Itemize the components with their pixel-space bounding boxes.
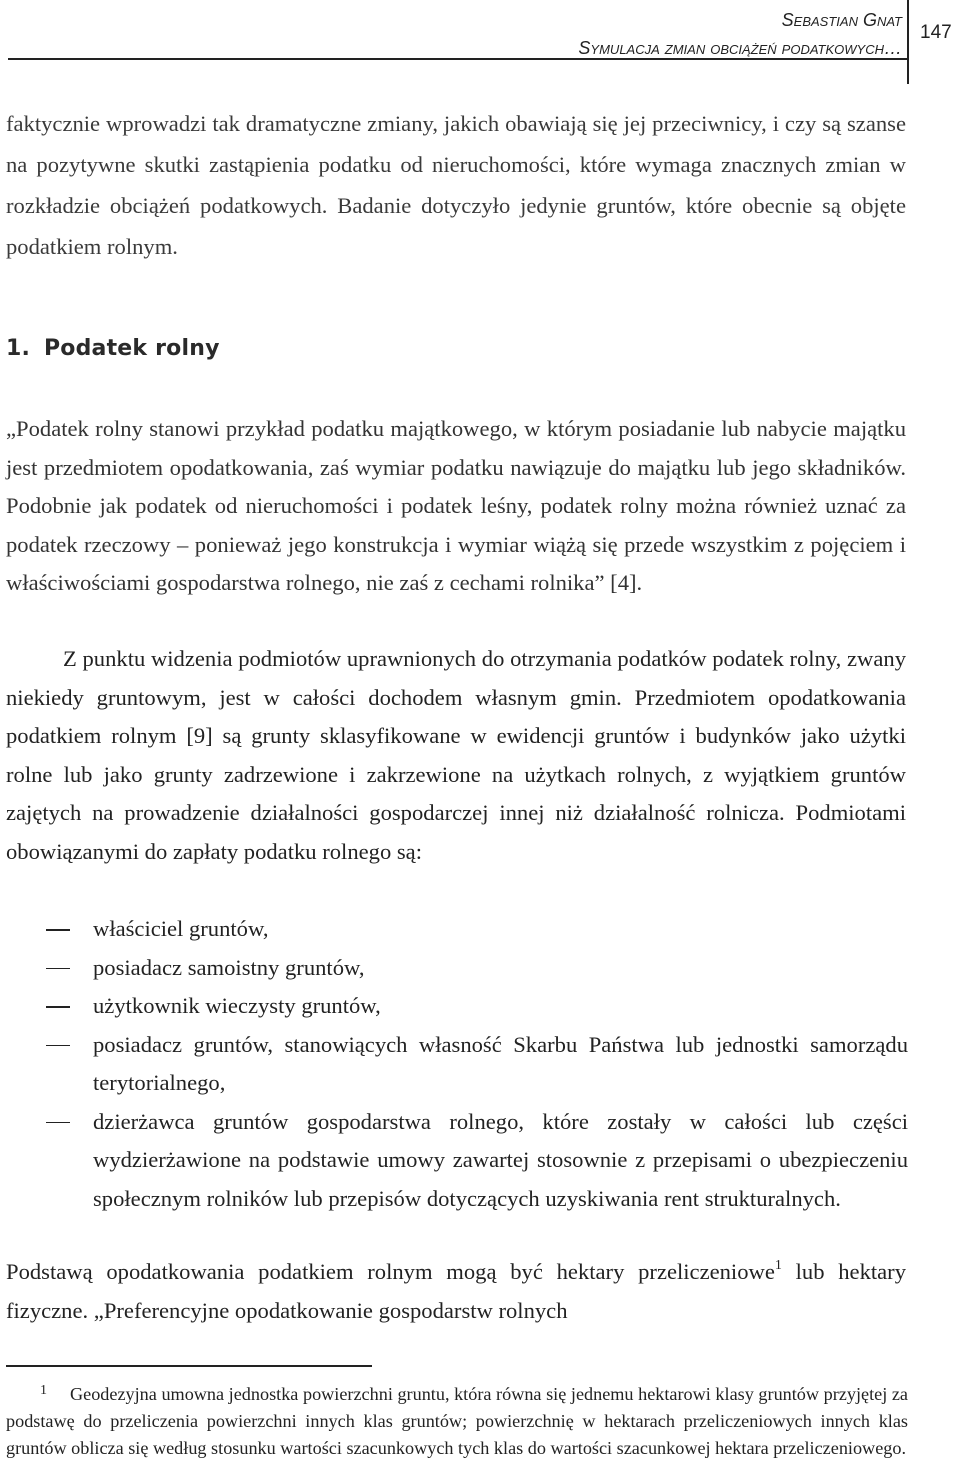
dash-bullet-icon	[46, 1122, 70, 1124]
header-vertical-rule	[907, 0, 909, 84]
list-item	[6, 949, 908, 988]
section-title: Podatek rolny	[43, 336, 220, 361]
dash-bullet-icon	[46, 929, 70, 931]
taxpayers-list	[6, 910, 908, 1218]
list-item	[6, 987, 908, 1026]
footnote	[6, 1377, 908, 1463]
list-item	[6, 910, 908, 949]
dash-bullet-icon	[46, 1006, 70, 1008]
tax-base-text-start: Podstawą opodatkowania podatkiem rolnym mogą być hektary przeliczeniowe	[6, 1259, 775, 1284]
list-item-text: dzierżawca gruntów gospodarstwa rolnego, które zostały w całości lub części wydzierżawione na podstawie umowy zawartej stosownie z przepisami o ubezpieczeniu społecznym rolników lub przepisów dotyczących uzyskiwania rent strukturalnych.	[93, 1108, 908, 1211]
list-item	[6, 1026, 908, 1103]
list-item-text: właściciel gruntów,	[93, 916, 269, 941]
page-number: 147	[920, 22, 952, 43]
footnote-separator	[6, 1365, 372, 1367]
section-number: 1.	[6, 336, 31, 361]
footnote-mark: 1	[40, 1383, 47, 1398]
body-paragraph-subjects: Z punktu widzenia podmiotów uprawnionych do otrzymania podatków podatek rolny, zwany niekiedy gruntowym, jest w całości dochodem własnym gmin. Przedmiotem opodatkowania podatkiem rolnym [9] są grunty sklasyfikowane w ewidencji gruntów i budynków jako użytki rolne lub jako grunty zadrzewione i zakrzewione na użytkach rolnych, z wyjątkiem gruntów zajętych na prowadzenie działalności gospodarczej innej niż działalność rolnicza. Podmiotami obowiązanymi do zapłaty podatku rolnego są:	[6, 646, 906, 864]
list-item-text: posiadacz gruntów, stanowiących własność Skarbu Państwa lub jednostki samorządu terytorialnego,	[93, 1031, 908, 1095]
tax-base-paragraph	[6, 1253, 906, 1330]
section-heading	[6, 336, 220, 361]
running-header	[0, 0, 960, 84]
body-paragraph-quote: „Podatek rolny stanowi przykład podatku majątkowego, w którym posiadanie lub nabycie majątku jest przedmiotem opodatkowania, zaś wymiar podatku nawiązuje do majątku lub jego składników. Podobnie jak podatek od nieruchomości i podatek leśny, podatek rolny można również uznać za podatek rzeczowy – ponieważ jego konstrukcja i wymiar wiążą się przede wszystkim z pojęciem i właściwościami gospodarstwa rolnego, nie zaś z cechami rolnika” [4].	[6, 416, 906, 595]
dash-bullet-icon	[46, 968, 70, 970]
header-horizontal-rule	[8, 58, 907, 60]
footnote-text: Geodezyjna umowna jednostka powierzchni gruntu, która równa się jednemu hektarowi klasy gruntów przyjętej za podstawę do przeliczenia powierzchni innych klas gruntów; powierzchnię w hektarach przeliczeniowych innych klas gruntów oblicza się według stosunku wartości szacunkowych tych klas do wartości szacunkowej hektara przeliczeniowego.	[6, 1384, 908, 1459]
list-item	[6, 1103, 908, 1219]
running-head-text	[578, 6, 902, 62]
dash-bullet-icon	[46, 1045, 70, 1047]
tax-base-text-end: lub hektary fizyczne. „Preferencyjne opodatkowanie gospodarstw rolnych	[6, 1259, 906, 1323]
footnote-reference[interactable]: 1	[774, 1258, 782, 1273]
list-item-text: użytkownik wieczysty gruntów,	[93, 993, 381, 1018]
header-title: Symulacja zmian obciążeń podatkowych…	[578, 38, 902, 58]
header-author: Sebastian Gnat	[781, 10, 902, 30]
list-item-text: posiadacz samoistny gruntów,	[93, 954, 365, 980]
intro-paragraph: faktycznie wprowadzi tak dramatyczne zmiany, jakich obawiają się jej przeciwnicy, i czy są szanse na pozytywne skutki zastąpienia podatku od nieruchomości, które wymaga znacznych zmian w rozkładzie obciążeń podatkowych. Badanie dotyczyło jedynie gruntów, które obecnie są objęte podatkiem rolnym.	[6, 111, 906, 259]
